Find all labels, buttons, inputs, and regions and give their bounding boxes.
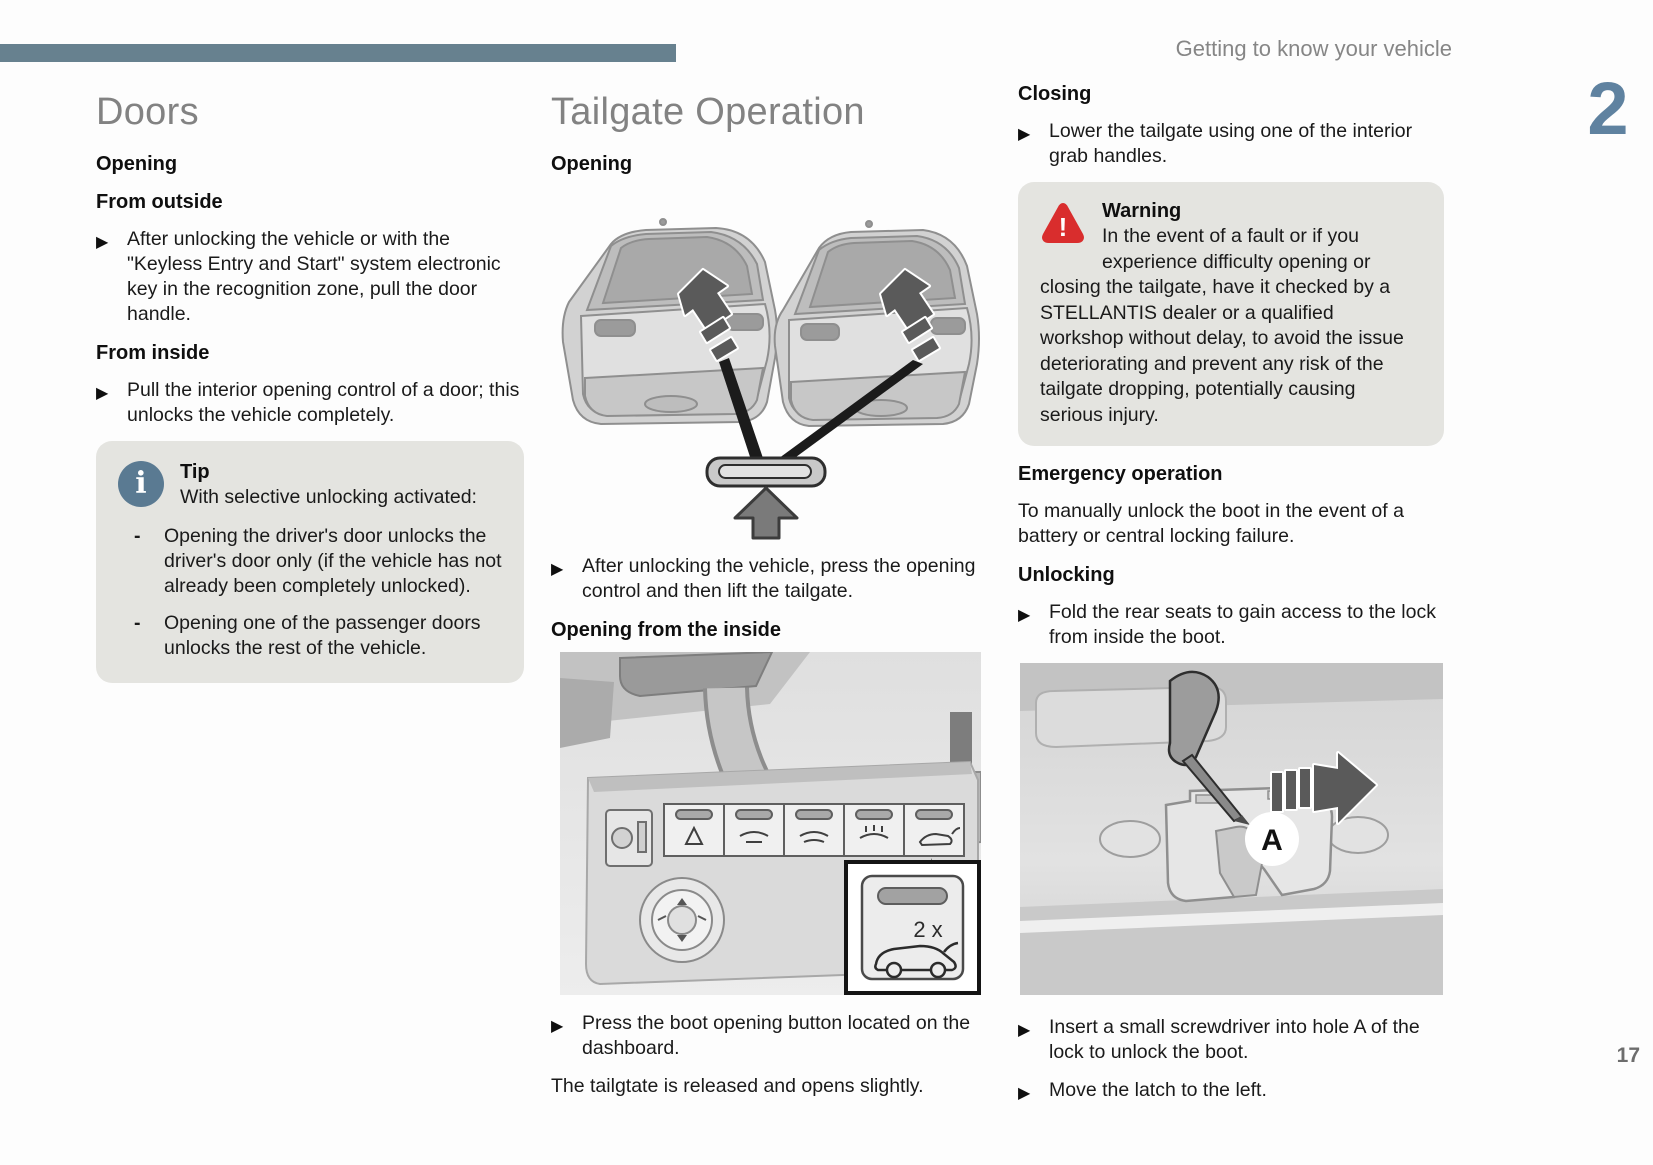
bullet-arrow-icon: ▶	[1018, 1022, 1031, 1039]
doors-title: Doors	[96, 91, 199, 133]
double-press-label: 2 x	[913, 916, 943, 942]
from-outside-text: After unlocking the vehicle or with the "Keyless Entry and Start" system electronic key in the recognition zone, pull the door handle.	[127, 227, 501, 325]
tip-item-text: Opening the driver's door unlocks the driver's door only (if the vehicle has not already been completely unlocked).	[164, 525, 502, 598]
move-latch-text: Move the latch to the left.	[1049, 1079, 1267, 1101]
bullet-arrow-icon: ▶	[1018, 126, 1031, 143]
press-arrow-icon	[735, 488, 797, 538]
bullet-arrow-icon: ▶	[96, 233, 109, 251]
emergency-text: To manually unlock the boot in the event of a battery or central locking failure.	[1018, 500, 1404, 547]
tailgate-exterior-opening-illustration	[551, 182, 981, 540]
unlocking-heading: Unlocking	[1018, 564, 1115, 586]
closing-text: Lower the tailgate using one of the interior grab handles.	[1049, 120, 1413, 167]
dash-icon: -	[134, 612, 141, 635]
unlocking-text: Fold the rear seats to gain access to the lock from inside the boot.	[1049, 601, 1436, 648]
move-latch-instruction	[1018, 1078, 1444, 1103]
from-inside-instruction	[96, 378, 524, 428]
from-outside-heading: From outside	[96, 190, 223, 213]
boot-lock-illustration	[1020, 663, 1443, 995]
dashboard-boot-button-illustration	[560, 652, 981, 995]
chapter-accent-bar	[0, 44, 676, 62]
emergency-heading: Emergency operation	[1018, 463, 1223, 485]
from-inside-text: Pull the interior opening control of a door; this unlocks the vehicle completely.	[127, 378, 520, 426]
tailgate-opening-text: After unlocking the vehicle, press the opening control and then lift the tailgate.	[582, 554, 976, 602]
tailgate-opening-instruction	[551, 554, 981, 604]
tip-item	[118, 611, 502, 661]
doors-opening-heading: Opening	[96, 152, 178, 175]
running-header: Getting to know your vehicle	[1175, 36, 1452, 61]
insert-screwdriver-instruction	[1018, 1015, 1444, 1065]
bullet-arrow-icon: ▶	[96, 384, 109, 402]
warning-icon-glyph: !	[1058, 212, 1068, 242]
warning-box	[1018, 182, 1444, 446]
hole-a-label: A	[1261, 824, 1283, 857]
warning-icon	[1040, 200, 1086, 246]
closing-heading: Closing	[1018, 83, 1092, 105]
opening-from-inside-heading: Opening from the inside	[551, 618, 782, 641]
tip-items	[118, 524, 502, 661]
bullet-arrow-icon: ▶	[1018, 607, 1031, 624]
warning-body: In the event of a fault or if you experience difficulty opening or closing the tailgate, have it checked by a STELLANTIS dealer or a qualified workshop without delay, to avoid the issue deteriorating and prevent any risk of the tailgate dropping, potentially causing serious injury.	[1040, 225, 1404, 426]
tip-box	[96, 441, 524, 684]
from-inside-heading: From inside	[96, 341, 210, 364]
closing-instruction	[1018, 119, 1444, 169]
bullet-arrow-icon: ▶	[551, 560, 564, 578]
closing-section	[1018, 82, 1444, 1116]
tip-title: Tip	[180, 460, 210, 483]
info-icon-glyph: i	[135, 465, 147, 501]
tailgate-opening-heading: Opening	[551, 152, 633, 175]
info-icon	[118, 461, 164, 507]
boot-button-instruction	[551, 1011, 981, 1061]
unlocking-instruction	[1018, 600, 1444, 650]
bullet-arrow-icon: ▶	[551, 1017, 564, 1035]
tailgate-section	[551, 90, 981, 1111]
tip-item	[118, 524, 502, 599]
opening-control	[707, 458, 825, 486]
dash-icon: -	[134, 525, 141, 548]
boot-button-text: Press the boot opening button located on the dashboard.	[582, 1011, 971, 1059]
bullet-arrow-icon: ▶	[1018, 1085, 1031, 1102]
tip-item-text: Opening one of the passenger doors unlocks the rest of the vehicle.	[164, 612, 481, 660]
page-number: 17	[1616, 1044, 1640, 1067]
doors-section	[96, 90, 524, 683]
chapter-number: 2	[1587, 67, 1629, 150]
boot-button-inset	[846, 862, 979, 993]
tailgate-title: Tailgate Operation	[551, 91, 865, 133]
insert-screwdriver-text: Insert a small screwdriver into hole A of the lock to unlock the boot.	[1049, 1016, 1420, 1063]
tailgate-release-note: The tailgtate is released and opens slightly.	[551, 1074, 924, 1097]
from-outside-instruction	[96, 227, 524, 327]
tip-intro: With selective unlocking activated:	[180, 485, 477, 508]
warning-title: Warning	[1102, 200, 1182, 222]
